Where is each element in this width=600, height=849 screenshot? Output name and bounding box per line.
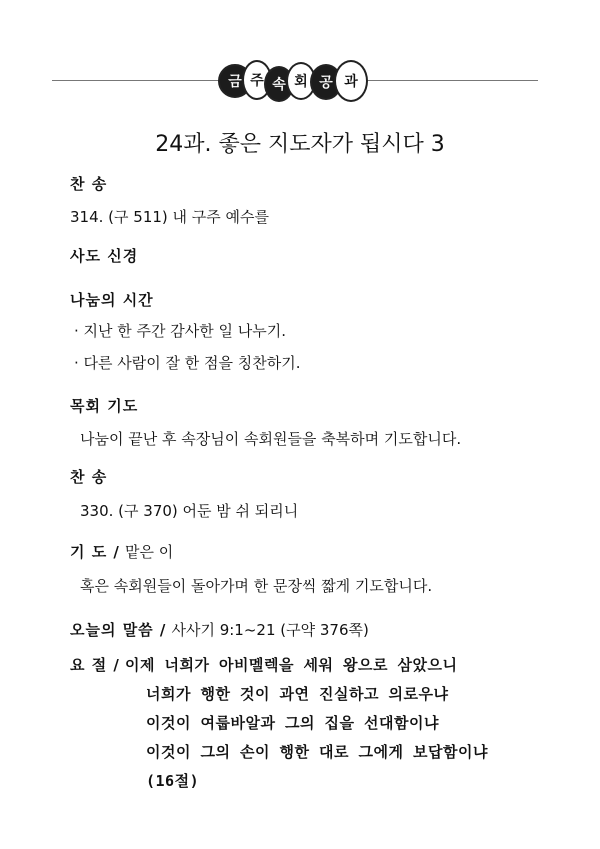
banner-char-2: 주 [242, 60, 272, 100]
hymn1-heading: 찬 송 [70, 175, 108, 193]
banner-char-3: 속 [264, 66, 294, 102]
hymn1-text: 314. (구 511) 내 구주 예수를 [70, 208, 270, 226]
word-reference: 사사기 9:1~21 (구약 376쪽) [171, 621, 369, 639]
prayer-text: 혹은 속회원들이 돌아가며 한 문장씩 짧게 기도합니다. [80, 577, 433, 595]
word-heading: 오늘의 말씀 / [70, 621, 167, 639]
lesson-title: 24과. 좋은 지도자가 됩시다 3 [155, 132, 445, 157]
summary-heading-row [70, 654, 457, 675]
summary-heading: 요 절 / [70, 656, 120, 674]
series-banner [218, 60, 378, 104]
summary-line-4: 이것이 그의 손이 행한 대로 그에게 보답함이냐 [146, 743, 488, 761]
banner-char-6: 과 [334, 60, 368, 102]
banner-char-1: 금 [218, 64, 252, 98]
creed-heading: 사도 신경 [70, 247, 139, 265]
banner-char-5: 공 [310, 64, 342, 100]
prayer-heading: 기 도 / [70, 543, 120, 561]
summary-line-1: 이제 너희가 아비멜렉을 세워 왕으로 삼았으니 [125, 656, 458, 674]
prayer-heading-row [70, 541, 173, 562]
prayer-sub: 맡은 이 [125, 543, 174, 561]
hymn2-text: 330. (구 370) 어둔 밤 쉬 되리니 [80, 502, 299, 520]
banner-char-4: 회 [286, 62, 316, 100]
summary-line-3: 이것이 여룹바알과 그의 집을 선대함이냐 [146, 714, 439, 732]
sharing-item-1: · 지난 한 주간 감사한 일 나누기. [74, 322, 287, 340]
hymn2-heading: 찬 송 [70, 468, 108, 486]
word-heading-row [70, 619, 369, 640]
pastoral-prayer-heading: 목회 기도 [70, 397, 139, 415]
summary-line-2: 너희가 행한 것이 과연 진실하고 의로우냐 [146, 685, 449, 703]
sharing-heading: 나눔의 시간 [70, 291, 154, 309]
sharing-item-2: · 다른 사람이 잘 한 점을 칭찬하기. [74, 354, 301, 372]
summary-verse-ref: (16절) [146, 772, 200, 790]
pastoral-prayer-text: 나눔이 끝난 후 속장님이 속회원들을 축복하며 기도합니다. [80, 430, 462, 448]
